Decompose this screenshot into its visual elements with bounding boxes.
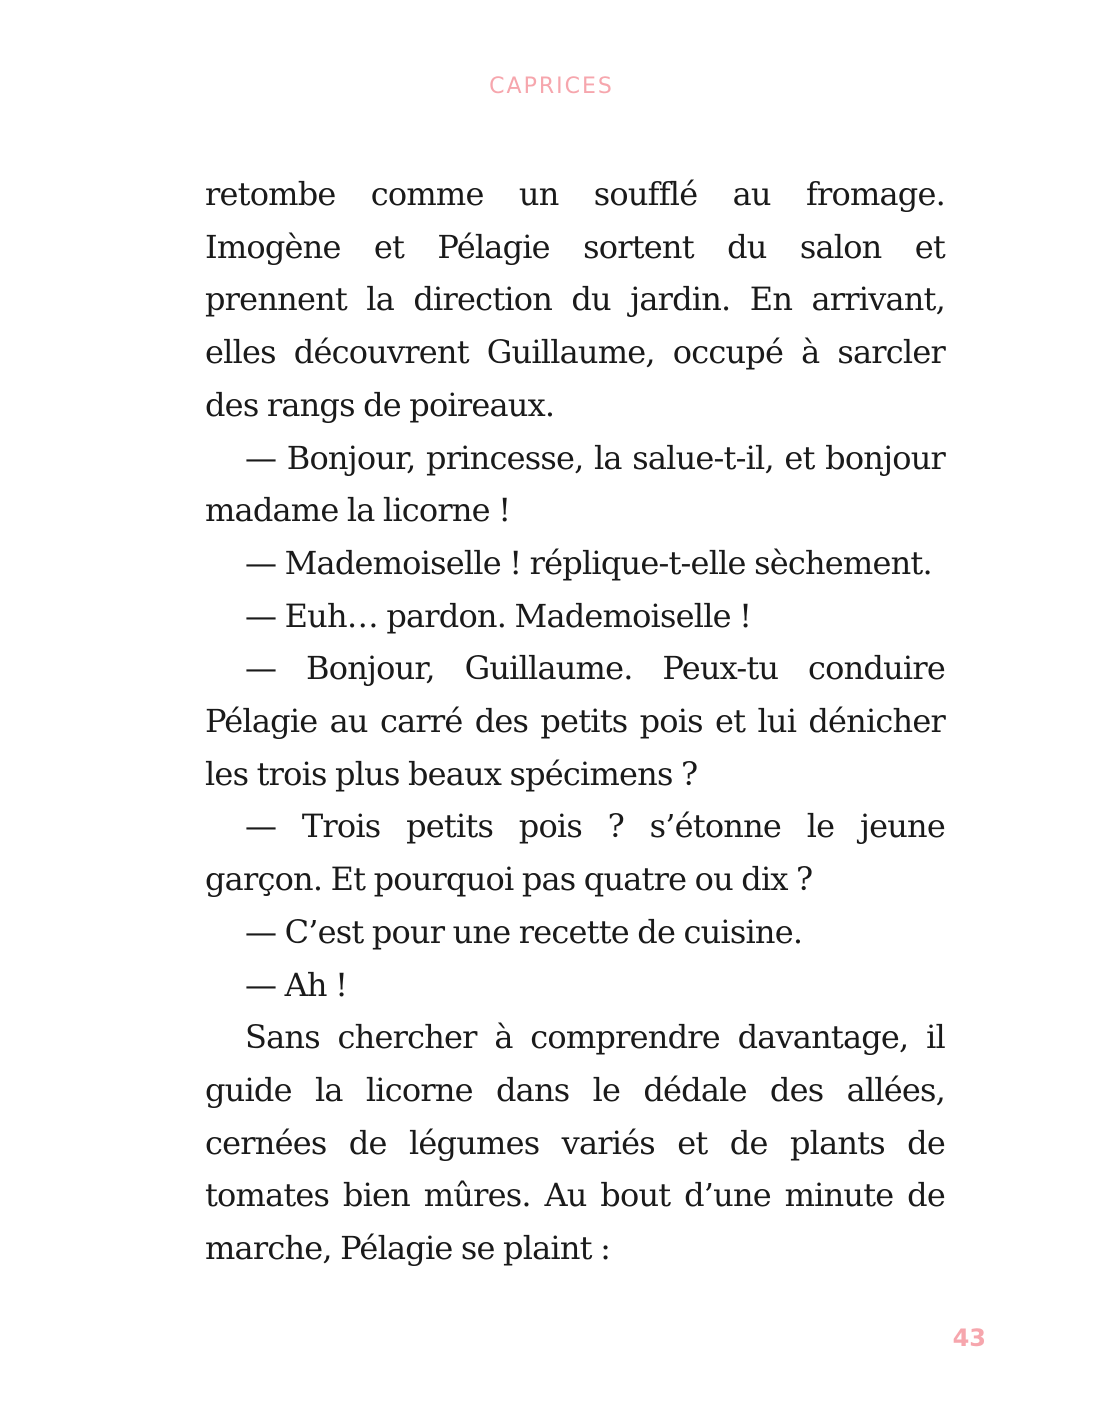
dialogue-line: — Trois petits pois ? s’étonne le jeune garçon. Et pourquoi pas quatre ou dix ?: [205, 807, 945, 899]
body-text: [205, 168, 945, 1275]
page-number: 43: [952, 1324, 986, 1352]
dialogue-line: — C’est pour une recette de cuisine.: [245, 912, 803, 951]
dialogue-line: — Euh… pardon. Mademoiselle !: [245, 596, 752, 635]
paragraph: Sans chercher à comprendre davantage, il guide la licorne dans le dédale des allées, cernées de légumes variés et de plants de tomates bien mûres. Au bout d’une minute de marche, Pélagie se plaint :: [205, 1018, 945, 1268]
dialogue-line: — Bonjour, Guillaume. Peux-tu conduire Pélagie au carré des petits pois et lui dénicher les trois plus beaux spécimens ?: [205, 649, 945, 793]
running-title: CAPRICES: [489, 74, 614, 99]
dialogue-line: — Ah !: [245, 965, 348, 1004]
dialogue-line: — Mademoiselle ! réplique-t-elle sèchement.: [245, 543, 932, 582]
dialogue-line: — Bonjour, princesse, la salue-t-il, et bonjour madame la licorne !: [205, 438, 945, 530]
paragraph: retombe comme un soufflé au fromage. Imogène et Pélagie sortent du salon et prennent la direction du jardin. En arrivant, elles découvrent Guillaume, occupé à sarcler des rangs de poireaux.: [205, 175, 945, 424]
